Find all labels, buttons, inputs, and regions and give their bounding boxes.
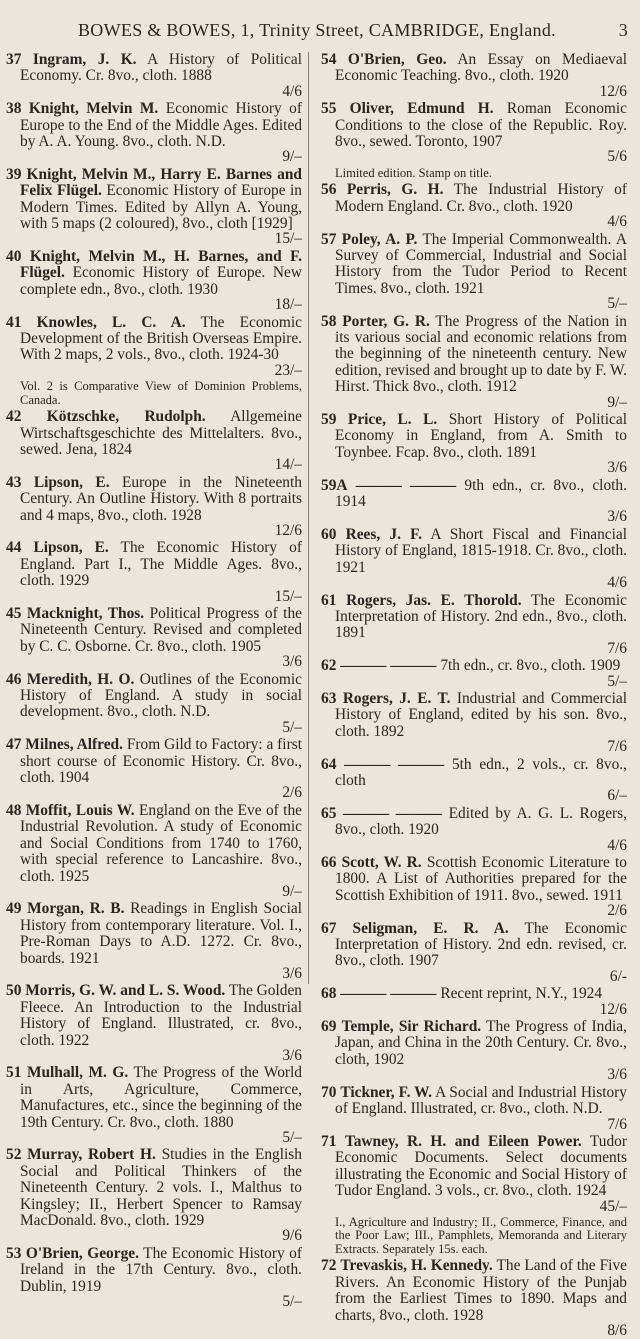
entry-author: Macknight, Thos.: [26, 605, 145, 622]
entry-price: 7/6: [607, 639, 627, 657]
right-column: [321, 51, 628, 1339]
catalogue-entry: [321, 101, 627, 166]
entry-author: Meredith, H. O.: [26, 670, 135, 688]
entry-number: 52: [6, 1146, 22, 1164]
entry-price: 5/6: [607, 148, 627, 166]
entry-price: 7/6: [607, 1115, 627, 1133]
entry-number: 44: [6, 539, 22, 557]
entry-description: Political Progress of the Nineteenth Century. Revised and completed by C. C. Osborne. Cr. 8vo., cloth. 1905: [20, 605, 302, 655]
entry-price: 5/–: [607, 672, 627, 690]
entry-author: Seligman, E. R. A.: [352, 919, 509, 937]
entry-description: A Short Fiscal and Financial History of England, 1815-1918. Cr. 8vo., cloth. 1921: [335, 525, 628, 576]
catalogue-entry: [6, 167, 302, 248]
entry-price: 18/–: [274, 296, 302, 314]
catalogue-entry: [6, 475, 302, 540]
catalogue-entry: [6, 606, 302, 671]
catalogue-entry: [6, 101, 302, 166]
entry-number: 72: [321, 1257, 337, 1275]
entry-price: 5/–: [607, 295, 627, 313]
page-number: 3: [618, 20, 628, 40]
entry-author: Knight, Melvin M., H. Barnes, and F. Flügel.: [20, 247, 302, 282]
entry-description: Recent reprint, N.Y., 1924: [440, 985, 603, 1003]
entry-author: Tickner, F. W.: [340, 1083, 432, 1101]
entry-number: 59A: [321, 476, 348, 494]
entry-author: Knowles, L. C. A.: [36, 313, 186, 331]
entry-price: 2/6: [282, 784, 302, 802]
entry-description: Edited by A. G. L. Rogers, 8vo., cloth. 1920: [335, 804, 628, 839]
entry-description: Economic History of Europe to the End of the Middle Ages. Edited by A. A. Young. 8vo., cloth. N.D.: [20, 100, 302, 151]
entry-note: Vol. 2 is Comparative View of Dominion Problems, Canada.: [20, 379, 302, 407]
entry-number: 56: [321, 181, 337, 199]
entry-price: 6/–: [607, 787, 627, 805]
entry-description: The Economic Development of the British Overseas Empire. With 2 maps, 2 vols., 8vo., cloth. 1924-30: [20, 313, 302, 364]
entry-description: The Economic History of Ireland in the 17th Century. 8vo., cloth. Dublin, 1919: [20, 1244, 302, 1295]
entry-price: 5/–: [282, 1293, 302, 1311]
entry-author: Morgan, R. B.: [27, 900, 125, 918]
entry-description: The Land of the Five Rivers. An Economic History of the Punjab from the Earliest Times to 1890. Maps and charts, 8vo., cloth. 1928: [335, 1257, 627, 1324]
entry-description: Outlines of the Economic History of England. A study in social development. 8vo., cloth. N.D.: [20, 670, 302, 721]
entry-description: The Imperial Commonwealth. A Survey of Commercial, Industrial and Social History from the Tudor Period to Recent Times. 8vo., cloth. 1921: [335, 230, 627, 297]
entry-author: Lipson, E.: [33, 539, 109, 557]
catalogue-entry: [321, 806, 627, 854]
entry-number: 65: [321, 804, 337, 822]
catalogue-entry: [6, 1065, 302, 1146]
catalogue-columns: [6, 51, 630, 1339]
entry-price: 12/6: [274, 521, 302, 539]
entry-price: 7/6: [607, 738, 627, 756]
entry-number: 43: [6, 473, 22, 491]
entry-author: Morris, G. W. and L. S. Wood.: [25, 982, 226, 1000]
entry-description: The Progress of the World in Arts, Agriculture, Commerce, Manufactures, etc., since the beginning of the 19th Century. Cr. 8vo., cloth. 1880: [20, 1064, 302, 1131]
entry-number: 46: [6, 670, 22, 688]
entry-description: Europe in the Nineteenth Century. An Outline History. With 8 portraits and 4 maps, 8vo., cloth. 1928: [20, 473, 302, 524]
catalogue-entry: [321, 412, 627, 477]
entry-author: Milnes, Alfred.: [25, 736, 123, 754]
entry-description: A History of Political Economy. Cr. 8vo., cloth. 1888: [20, 51, 302, 85]
entry-author: Porter, G. R.: [342, 312, 430, 330]
entry-price: 12/6: [599, 1000, 627, 1018]
entry-author: O'Brien, Geo.: [347, 51, 447, 68]
entry-number: 55: [321, 100, 337, 118]
entry-author: Ingram, J. K.: [32, 51, 137, 68]
entry-description: 5th edn., 2 vols., cr. 8vo., cloth: [335, 755, 627, 789]
entry-author: ——— ———: [340, 657, 437, 675]
entry-author: Moffit, Louis W.: [25, 801, 135, 819]
entry-number: 60: [321, 525, 337, 543]
catalogue-entry: [6, 409, 302, 474]
entry-price: 15/–: [274, 587, 302, 605]
entry-number: 50: [6, 982, 22, 1000]
entry-number: 66: [321, 854, 337, 871]
entry-description: Allgemeine Wirtschaftsgeschichte des Mittelalters. 8vo., sewed. Jena, 1824: [20, 408, 302, 458]
entry-price: 45/–: [599, 1197, 627, 1215]
entry-number: 67: [321, 919, 337, 937]
entry-author: Rogers, Jas. E. Thorold.: [346, 591, 522, 609]
entry-number: 64: [321, 755, 337, 773]
entry-description: From Gild to Factory: a first short course of Economic History. Cr. 8vo., cloth. 1904: [20, 736, 302, 787]
entry-price: 2/6: [607, 902, 627, 920]
entry-author: Lipson, E.: [33, 473, 110, 491]
entry-author: Knight, Melvin M., Harry E. Barnes and Felix Flügel.: [20, 165, 302, 200]
catalogue-entry: [321, 52, 627, 100]
entry-price: 3/6: [607, 508, 627, 526]
entry-number: 48: [6, 801, 22, 819]
entry-description: The Progress of the Nation in its various social and economic relations from the beginning of the nineteenth century. New edition, revised and brought up to date by F. W. Hirst. Thick 8vo., cloth. 1912: [335, 312, 628, 396]
entry-author: Price, L. L.: [347, 411, 438, 429]
entry-number: 40: [6, 247, 22, 265]
catalogue-entry: [6, 540, 302, 605]
entry-price: 3/6: [607, 1066, 627, 1084]
catalogue-entry: [321, 658, 627, 690]
catalogue-entry: [321, 855, 627, 920]
entry-price: 14/–: [274, 456, 302, 474]
entry-description: Tudor Economic Documents. Select documents illustrating the Economic and Social History of Tudor England. 3 vols., cr. 8vo., cloth. 1924: [335, 1132, 627, 1200]
catalogue-entry: [6, 737, 302, 802]
entry-price: 9/–: [282, 882, 302, 900]
catalogue-entry: [321, 1019, 627, 1084]
entry-number: 49: [6, 900, 22, 918]
entry-author: Trevaskis, H. Kennedy.: [340, 1257, 493, 1275]
entry-author: Oliver, Edmund H.: [349, 100, 494, 118]
entry-price: 3/6: [607, 459, 627, 477]
catalogue-entry: [6, 672, 302, 737]
entry-number: 45: [6, 605, 22, 622]
catalogue-entry: [6, 901, 302, 982]
catalogue-entry: [6, 1246, 302, 1311]
entry-description: Studies in the English Social and Political Thinkers of the Nineteenth Century. 2 vols. I., Malthus to Kingsley; II., Herbert Spencer to Ramsay MacDonald. 8vo., cloth. 1929: [20, 1146, 302, 1230]
catalogue-entry: [6, 249, 302, 314]
entry-price: 23/–: [274, 361, 302, 379]
entry-description: England on the Eve of the Industrial Revolution. A study of Economic and Social Conditions from 1740 to 1760, with special reference to Lancashire. 8vo., cloth. 1925: [20, 801, 302, 885]
entry-description: 9th edn., cr. 8vo., cloth. 1914: [335, 476, 627, 511]
entry-author: O'Brien, George.: [25, 1244, 139, 1262]
entry-number: 61: [321, 591, 337, 609]
entry-price: 8/6: [607, 1322, 627, 1339]
catalogue-entry: [321, 1134, 627, 1215]
header-title: BOWES & BOWES, 1, Trinity Street, CAMBRIDGE, England.: [78, 20, 556, 40]
catalogue-entry: [321, 182, 627, 230]
entry-number: 62: [321, 657, 337, 675]
entry-price: 4/6: [607, 213, 627, 231]
entry-number: 57: [321, 230, 337, 248]
catalogue-entry: [321, 691, 627, 756]
entry-number: 59: [321, 411, 337, 429]
catalogue-entry: [321, 1085, 627, 1133]
entry-number: 68: [321, 985, 337, 1003]
entry-description: Scottish Economic Literature to 1800. A List of Authorities prepared for the Scottish Exhibition of 1911. 8vo., sewed. 1911: [335, 854, 627, 904]
entry-author: Temple, Sir Richard.: [341, 1018, 482, 1036]
entry-price: 9/6: [282, 1227, 302, 1245]
entry-author: Tawney, R. H. and Eileen Power.: [344, 1132, 582, 1150]
entry-author: ——— ———: [355, 476, 457, 494]
entry-description: Roman Economic Conditions to the close of the Republic. Roy. 8vo., sewed. Toronto, 1907: [335, 100, 627, 151]
entry-price: 9/–: [607, 393, 627, 411]
catalogue-entry: [321, 593, 627, 658]
catalogue-entry: [6, 1147, 302, 1244]
entry-price: 5/–: [282, 718, 302, 736]
entry-author: Murray, Robert H.: [27, 1146, 156, 1164]
entry-description: An Essay on Mediaeval Economic Teaching. 8vo., cloth. 1920: [335, 51, 627, 85]
catalogue-entry: [6, 803, 302, 900]
entry-author: Poley, A. P.: [341, 230, 418, 248]
catalogue-entry: [321, 527, 627, 592]
entry-number: 47: [6, 736, 22, 754]
entry-note: Limited edition. Stamp on title.: [335, 165, 492, 180]
entry-author: Mulhall, M. G.: [26, 1064, 129, 1082]
entry-number: 69: [321, 1018, 337, 1036]
entry-number: 38: [6, 100, 22, 118]
entry-description: The Industrial History of Modern England. Cr. 8vo., cloth. 1920: [335, 181, 627, 215]
entry-price: 4/6: [282, 82, 302, 100]
entry-author: Perris, G. H.: [346, 181, 444, 199]
entry-author: Knight, Melvin M.: [28, 100, 159, 118]
entry-number: 70: [321, 1083, 337, 1101]
catalogue-entry: [321, 757, 627, 805]
entry-description: Economic History of Europe in Modern Times. Edited by Allyn A. Young, with 5 maps (2 coloured), 8vo., cloth [1929]: [20, 182, 302, 233]
entry-number: 54: [321, 51, 337, 68]
entry-price: 9/–: [282, 148, 302, 166]
entry-number: 37: [6, 51, 22, 68]
entry-number: 42: [6, 408, 22, 426]
catalogue-entry: [321, 986, 627, 1018]
entry-number: 51: [6, 1064, 22, 1082]
catalogue-entry: [321, 314, 627, 411]
entry-description: A Social and Industrial History of England. Illustrated, cr. 8vo., cloth. N.D.: [335, 1083, 627, 1118]
page-header: [8, 20, 630, 42]
entry-author: Scott, W. R.: [341, 854, 422, 871]
entry-description: The Economic History of England. Part I., The Middle Ages. 8vo., cloth. 1929: [20, 539, 302, 590]
entry-price: 4/6: [607, 574, 627, 592]
entry-description: The Progress of India, Japan, and China in the 20th Century. Cr. 8vo., cloth, 1902: [335, 1018, 627, 1068]
entry-author: Rogers, J. E. T.: [342, 689, 451, 707]
entry-number: 71: [321, 1132, 337, 1150]
catalogue-entry: [6, 52, 302, 100]
entry-description: The Economic Interpretation of History. 2nd edn., 8vo., cloth. 1891: [335, 591, 627, 642]
entry-price: 3/6: [282, 1046, 302, 1064]
catalogue-entry: [321, 478, 627, 526]
entry-price: 12/6: [599, 82, 627, 100]
entry-price: 3/6: [282, 964, 302, 982]
entry-description: Economic History of Europe. New complete edn., 8vo., cloth. 1930: [20, 264, 302, 298]
entry-author: Kötzschke, Rudolph.: [46, 408, 206, 426]
entry-price: 15/–: [274, 230, 302, 248]
entry-description: Readings in English Social History from contemporary literature. Vol. I., Pre-Roman Days to A.D. 1272. Cr. 8vo., boards. 1921: [20, 900, 302, 967]
entry-price: 5/–: [282, 1129, 302, 1146]
entry-number: 53: [6, 1244, 22, 1262]
catalogue-entry: [6, 315, 302, 380]
entry-author: Rees, J. F.: [345, 525, 422, 543]
catalogue-entry: [321, 1258, 627, 1339]
entry-description: The Economic Interpretation of History. 2nd edn. revised, cr. 8vo., cloth. 1907: [335, 919, 627, 970]
entry-author: ——— ———: [343, 804, 442, 822]
entry-description: Industrial and Commercial History of England, edited by his son. 8vo., cloth. 1892: [335, 689, 627, 740]
catalogue-entry: [321, 232, 627, 313]
entry-description: 7th edn., cr. 8vo., cloth. 1909: [440, 657, 621, 675]
entry-description: Short History of Political Economy in England, from A. Smith to Toynbee. Fcap. 8vo., cloth. 1891: [335, 411, 627, 461]
entry-number: 39: [6, 165, 22, 183]
entry-price: 4/6: [607, 836, 627, 854]
entry-price: 6/-: [609, 967, 627, 985]
entry-author: ——— ———: [340, 985, 437, 1003]
entry-note: I., Agriculture and Industry; II., Commerce, Finance, and the Poor Law; III., Pamphlets, Memoranda and Literary Extracts. Separately 15s. each.: [335, 1214, 627, 1256]
entry-number: 63: [321, 689, 337, 707]
catalogue-entry: [6, 983, 302, 1064]
entry-description: The Golden Fleece. An Introduction to the Industrial History of England. Illustrated, cr. 8vo., cloth. 1922: [20, 982, 302, 1049]
entry-price: 3/6: [282, 653, 302, 671]
entry-number: 41: [6, 313, 22, 331]
left-column: [6, 51, 309, 1311]
catalogue-entry: [321, 921, 627, 986]
entry-number: 58: [321, 312, 337, 330]
entry-author: ——— ———: [344, 755, 445, 773]
